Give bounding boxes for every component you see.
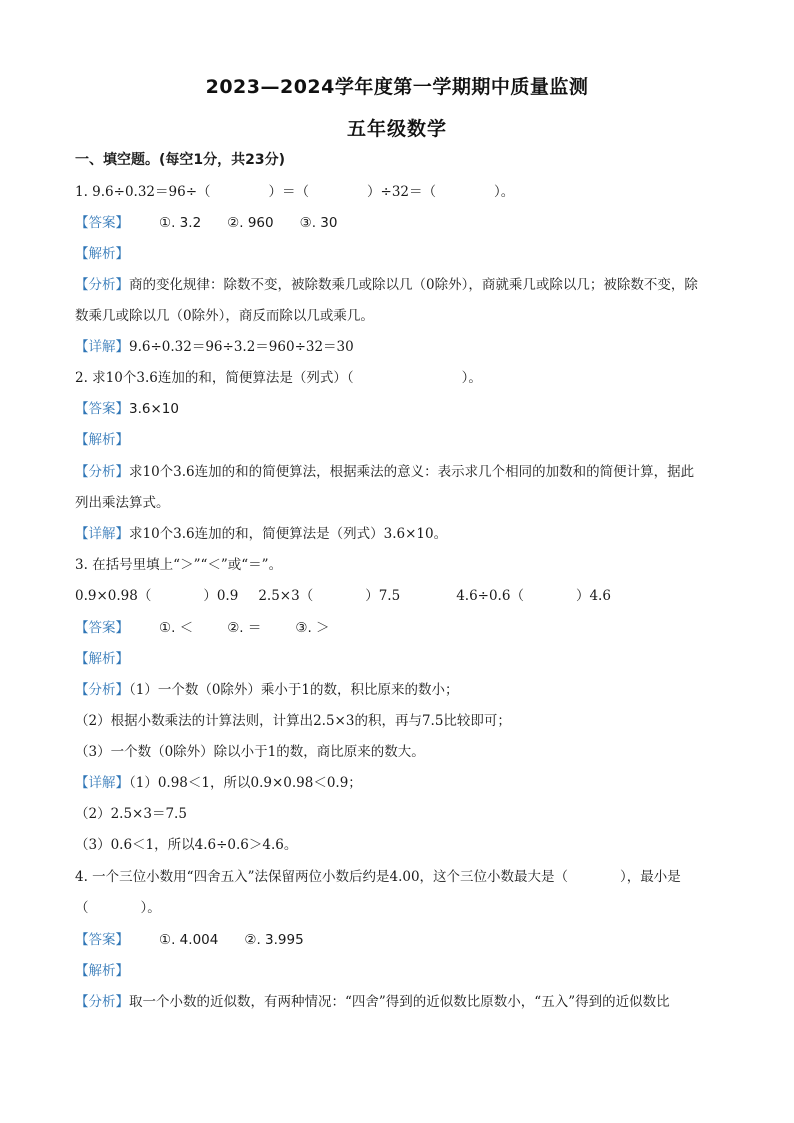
question-1-answer: 【答案】 ①. 3.2 ②. 960 ③. 30 bbox=[75, 215, 338, 231]
question-1-fenxi: 【分析】商的变化规律：除数不变，被除数乘几或除以几（0除外），商就乘几或除以几；被除数不变，除 bbox=[75, 277, 698, 293]
question-3-fenxi-2: （2）根据小数乘法的计算法则，计算出2.5×3的积，再与7.5比较即可； bbox=[75, 713, 511, 729]
question-4-answer: 【答案】 ①. 4.004 ②. 3.995 bbox=[75, 932, 304, 948]
question-3-items: 0.9×0.98（ ）0.9 2.5×3（ ）7.5 4.6÷0.6（ ）4.6 bbox=[75, 588, 611, 604]
question-3-fenxi-3: （3）一个数（0除外）除以小于1的数，商比原来的数大。 bbox=[75, 744, 425, 760]
document-subtitle: 五年级数学 bbox=[346, 118, 447, 140]
question-2-analysis-label: 【解析】 bbox=[75, 432, 129, 448]
question-3-detail-2: （2）2.5×3＝7.5 bbox=[75, 806, 187, 822]
question-1-detail: 【详解】9.6÷0.32＝96÷3.2＝960÷32＝30 bbox=[75, 339, 354, 355]
question-4-stem-cont: （ ）。 bbox=[75, 900, 161, 916]
document-title: 2023—2024学年度第一学期期中质量监测 bbox=[205, 76, 589, 98]
question-3-analysis-label: 【解析】 bbox=[75, 651, 129, 667]
question-3-stem: 3. 在括号里填上“＞”“＜”或“＝”。 bbox=[75, 557, 283, 573]
section-heading: 一、填空题。(每空1分，共23分) bbox=[75, 152, 286, 168]
question-3-answer: 【答案】 ①. ＜ ②. ＝ ③. ＞ bbox=[75, 620, 330, 636]
question-1-fenxi-cont: 数乘几或除以几（0除外），商反而除以几或乘几。 bbox=[75, 308, 374, 324]
question-1-stem: 1. 9.6÷0.32＝96÷（ ）＝（ ）÷32＝（ ）。 bbox=[75, 184, 515, 200]
question-4-fenxi: 【分析】取一个小数的近似数，有两种情况：“四舍”得到的近似数比原数小，“五入”得到的近似数比 bbox=[75, 994, 670, 1010]
question-2-answer: 【答案】3.6×10 bbox=[75, 401, 179, 417]
question-2-detail: 【详解】求10个3.6连加的和，简便算法是（列式）3.6×10。 bbox=[75, 526, 448, 542]
question-3-detail-3: （3）0.6＜1，所以4.6÷0.6＞4.6。 bbox=[75, 837, 298, 853]
question-2-stem: 2. 求10个3.6连加的和，简便算法是（列式）（ ）。 bbox=[75, 370, 482, 386]
question-2-fenxi-cont: 列出乘法算式。 bbox=[75, 495, 170, 511]
answer-label: 【答案】 bbox=[75, 215, 129, 231]
question-1-analysis-label: 【解析】 bbox=[75, 246, 129, 262]
question-3-detail: 【详解】（1）0.98＜1，所以0.9×0.98＜0.9； bbox=[75, 775, 362, 791]
question-3-fenxi: 【分析】（1）一个数（0除外）乘小于1的数，积比原来的数小； bbox=[75, 682, 459, 698]
question-4-analysis-label: 【解析】 bbox=[75, 963, 129, 979]
question-2-fenxi: 【分析】求10个3.6连加的和的简便算法，根据乘法的意义：表示求几个相同的加数和的简便计算，据此 bbox=[75, 464, 695, 480]
question-4-stem: 4. 一个三位小数用“四舍五入”法保留两位小数后约是4.00，这个三位小数最大是（ ），最小是 bbox=[75, 869, 681, 885]
